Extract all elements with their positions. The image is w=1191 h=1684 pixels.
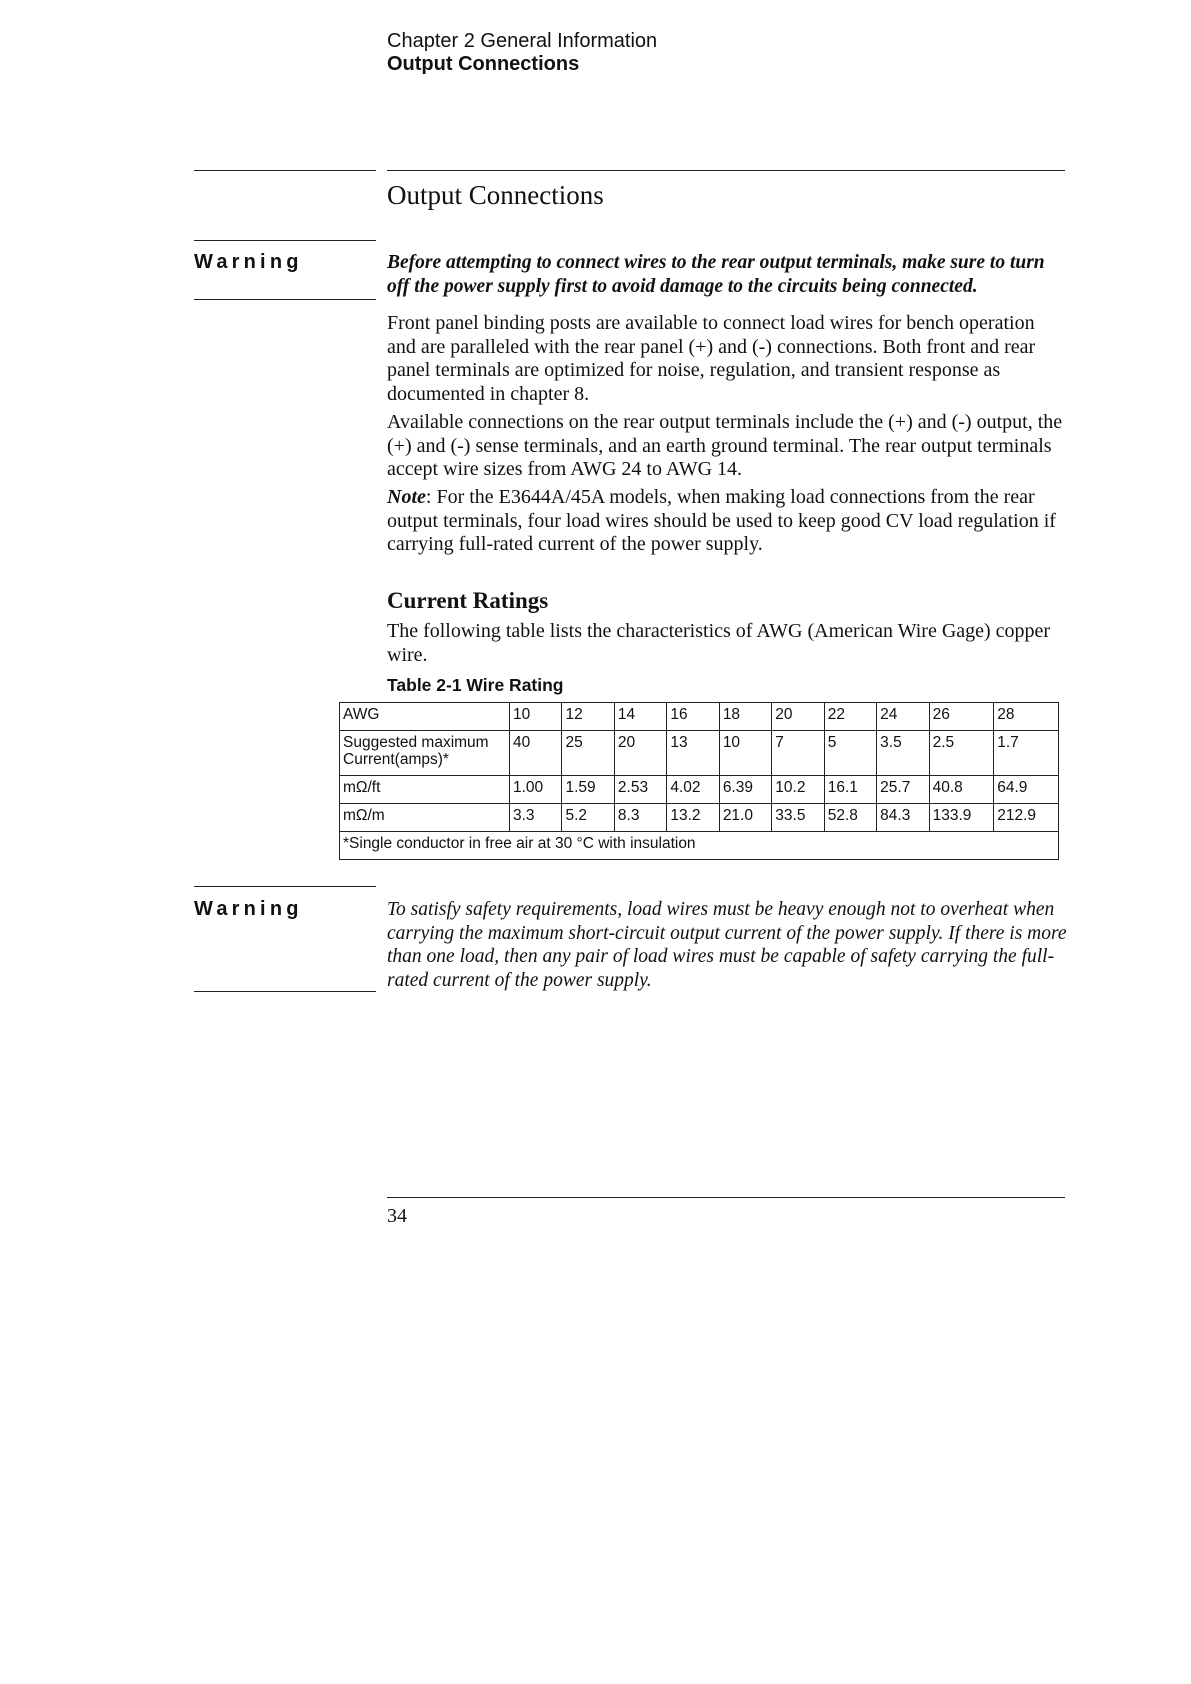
table-cell: 3.5	[877, 731, 929, 776]
table-cell: 28	[994, 703, 1059, 731]
table-cell: 1.59	[562, 776, 614, 804]
chapter-heading: Chapter 2 General Information	[387, 30, 658, 52]
warning2-text: To satisfy safety requirements, load wires must be heavy enough not to overheat when carrying the maximum short-circuit output current of the power supply. If there is more than one load, then any pair of load wires must be capable of safety carrying the full-rated current of the power supply.	[387, 899, 1067, 991]
note-text: : For the E3644A/45A models, when making load connections from the rear output terminals, four load wires should be used to keep good CV load regulation if carrying full-rated current of the power supply.	[387, 486, 1056, 555]
row-header: mΩ/m	[340, 804, 510, 832]
table-cell: 10	[719, 731, 771, 776]
table-row-awg	[340, 703, 1059, 731]
table-cell: 10	[510, 703, 562, 731]
table-cell: 52.8	[824, 804, 876, 832]
running-section-heading: Output Connections	[387, 53, 580, 75]
table-cell: 16.1	[824, 776, 876, 804]
table-cell: 40	[510, 731, 562, 776]
table-cell: 13	[667, 731, 719, 776]
table-cell: 20	[772, 703, 824, 731]
table-cell: 16	[667, 703, 719, 731]
table-cell: 18	[719, 703, 771, 731]
current-ratings-intro: The following table lists the characteristics of AWG (American Wire Gage) copper wire.	[387, 620, 1051, 666]
table-cell: 1.7	[994, 731, 1059, 776]
table-cell: 84.3	[877, 804, 929, 832]
row-header: mΩ/ft	[340, 776, 510, 804]
left-margin-rule-top	[194, 170, 376, 171]
table-cell: 2.53	[614, 776, 666, 804]
table-cell: 5	[824, 731, 876, 776]
row-header: AWG	[340, 703, 510, 731]
table-cell: 3.3	[510, 804, 562, 832]
table-cell: 2.5	[929, 731, 994, 776]
table-cell: 7	[772, 731, 824, 776]
table-cell: 40.8	[929, 776, 994, 804]
row-header: Suggested maximum Current(amps)*	[340, 731, 510, 776]
footer-rule	[387, 1197, 1065, 1198]
table-cell: 33.5	[772, 804, 824, 832]
table-cell: 13.2	[667, 804, 719, 832]
table-cell: 25.7	[877, 776, 929, 804]
current-ratings-heading: Current Ratings	[387, 588, 549, 613]
wire-rating-table	[339, 702, 1059, 860]
table-cell: 26	[929, 703, 994, 731]
table-cell: 21.0	[719, 804, 771, 832]
table-cell: 5.2	[562, 804, 614, 832]
note-label: Note	[387, 486, 426, 508]
table-row-footnote	[340, 832, 1059, 860]
warning1-rule-top	[194, 240, 376, 241]
table-caption: Table 2-1 Wire Rating	[387, 675, 564, 695]
table-row-mohm-m	[340, 804, 1059, 832]
table-footnote: *Single conductor in free air at 30 °C with insulation	[340, 832, 1059, 860]
table-cell: 8.3	[614, 804, 666, 832]
table-cell: 22	[824, 703, 876, 731]
table-row-mohm-ft	[340, 776, 1059, 804]
page-number: 34	[387, 1205, 407, 1227]
paragraph-rear-connections: Available connections on the rear output terminals include the (+) and (-) output, the (+) and (-) sense terminals, and an earth ground terminal. The rear output terminals accept wire sizes from AWG 24 to AWG 14.	[387, 411, 1063, 480]
table-cell: 212.9	[994, 804, 1059, 832]
table-cell: 25	[562, 731, 614, 776]
paragraph-front-panel: Front panel binding posts are available to connect load wires for bench operation and are paralleled with the rear panel (+) and (-) connections. Both front and rear panel terminals are optimized for noise, regulation, and transient response as documented in chapter 8.	[387, 312, 1036, 405]
warning2-label: Warning	[194, 898, 303, 920]
table-cell: 10.2	[772, 776, 824, 804]
table-cell: 64.9	[994, 776, 1059, 804]
table-cell: 24	[877, 703, 929, 731]
warning1-rule-bottom	[194, 299, 376, 300]
warning2-rule-bottom	[194, 991, 376, 992]
warning2-rule-top	[194, 886, 376, 887]
table-cell: 20	[614, 731, 666, 776]
table-cell: 14	[614, 703, 666, 731]
section-title: Output Connections	[387, 180, 604, 210]
table-cell: 12	[562, 703, 614, 731]
table-cell: 1.00	[510, 776, 562, 804]
table-row-current	[340, 731, 1059, 776]
section-rule	[387, 170, 1065, 171]
warning1-label: Warning	[194, 251, 303, 273]
table-cell: 6.39	[719, 776, 771, 804]
warning1-text: Before attempting to connect wires to the rear output terminals, make sure to turn off the power supply first to avoid damage to the circuits being connected.	[387, 252, 1045, 297]
table-cell: 4.02	[667, 776, 719, 804]
paragraph-note	[387, 486, 1067, 557]
table-cell: 133.9	[929, 804, 994, 832]
